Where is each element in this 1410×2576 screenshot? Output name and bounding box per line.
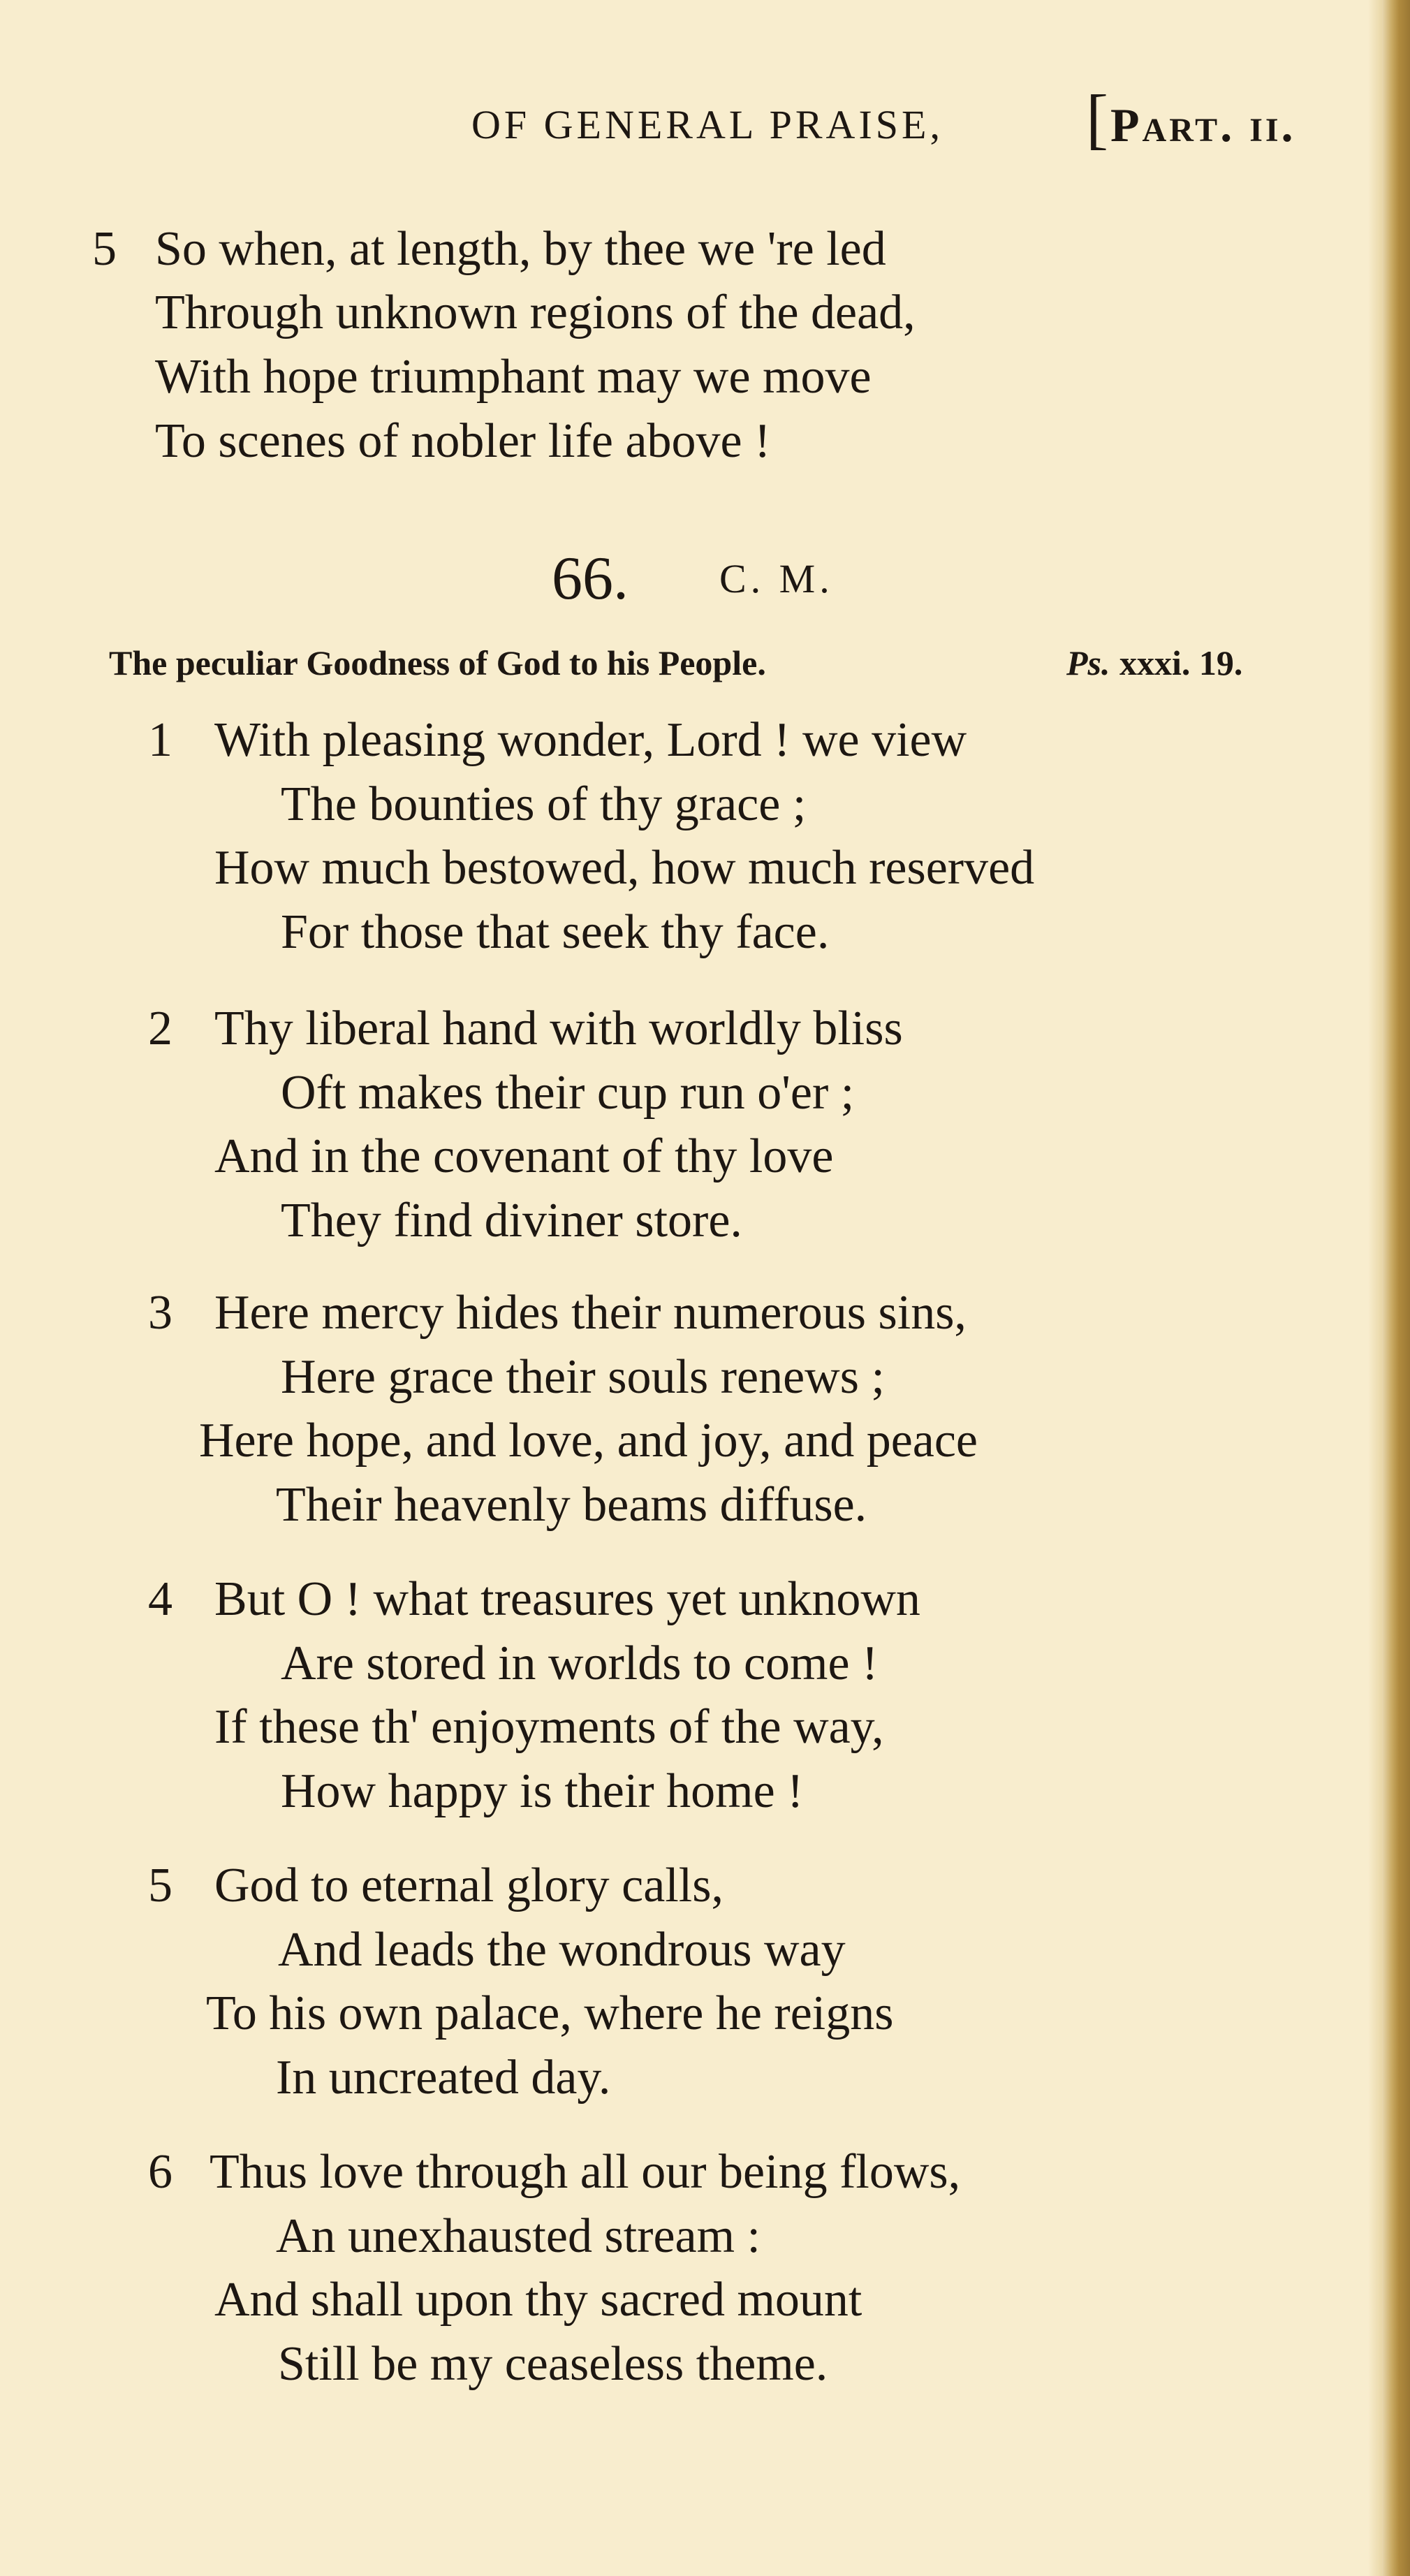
verse-line: Thus love through all our being flows, bbox=[210, 2145, 961, 2199]
verse-line: But O ! what treasures yet unknown bbox=[214, 1572, 920, 1626]
verse-line: Here hope, and love, and joy, and peace bbox=[199, 1414, 978, 1468]
verse-line: With hope triumphant may we move bbox=[155, 350, 872, 404]
part-label: Part. ii. bbox=[1110, 98, 1296, 152]
verse-line: So when, at length, by thee we 're led bbox=[155, 222, 886, 276]
running-title: OF GENERAL PRAISE, bbox=[471, 102, 943, 147]
scripture-book: Ps. bbox=[1066, 643, 1110, 682]
verse-line: In uncreated day. bbox=[276, 2051, 611, 2105]
verse-line: Are stored in worlds to come ! bbox=[281, 1637, 879, 1690]
verse-line: Oft makes their cup run o'er ; bbox=[281, 1066, 855, 1120]
verse-line: Still be my ceaseless theme. bbox=[278, 2337, 828, 2391]
hymn-meter: C. M. bbox=[719, 556, 834, 601]
verse-line: God to eternal glory calls, bbox=[214, 1859, 724, 1912]
verse-line: Thy liberal hand with worldly bliss bbox=[214, 1002, 903, 1055]
verse-line: Their heavenly beams diffuse. bbox=[276, 1478, 867, 1532]
verse-line: The bounties of thy grace ; bbox=[281, 777, 807, 831]
verse-line: If these th' enjoyments of the way, bbox=[214, 1700, 884, 1754]
verse-line: And shall upon thy sacred mount bbox=[214, 2273, 862, 2327]
verse-line: An unexhausted stream : bbox=[276, 2209, 761, 2263]
verse-number: 6 bbox=[148, 2145, 172, 2199]
verse-line: How much bestowed, how much reserved bbox=[214, 841, 1035, 895]
scripture-reference: xxxi. 19. bbox=[1119, 643, 1243, 682]
verse-line: How happy is their home ! bbox=[281, 1764, 804, 1818]
verse-line: To scenes of nobler life above ! bbox=[155, 414, 771, 468]
verse-line: Here mercy hides their numerous sins, bbox=[214, 1286, 967, 1340]
verse-line: Here grace their souls renews ; bbox=[281, 1350, 885, 1404]
verse-number: 4 bbox=[148, 1572, 172, 1626]
verse-number: 3 bbox=[148, 1286, 172, 1340]
verse-line: They find diviner store. bbox=[281, 1194, 742, 1247]
verse-number: 5 bbox=[148, 1859, 172, 1912]
header-bracket: [ bbox=[1086, 81, 1108, 156]
verse-line: To his own palace, where he reigns bbox=[206, 1986, 894, 2040]
hymn-number: 66. bbox=[552, 545, 629, 613]
verse-number: 1 bbox=[148, 713, 172, 767]
verse-line: With pleasing wonder, Lord ! we view bbox=[214, 713, 967, 767]
page-edge bbox=[1382, 0, 1410, 2576]
verse-line: Through unknown regions of the dead, bbox=[155, 286, 916, 339]
verse-number: 5 bbox=[92, 222, 117, 276]
page-gutter-shadow bbox=[1368, 0, 1382, 2576]
verse-line: And in the covenant of thy love bbox=[214, 1129, 834, 1183]
verse-line: For those that seek thy face. bbox=[281, 905, 830, 959]
verse-line: And leads the wondrous way bbox=[278, 1923, 846, 1977]
hymn-subtitle: The peculiar Goodness of God to his People. bbox=[109, 643, 766, 682]
verse-number: 2 bbox=[148, 1002, 172, 1055]
